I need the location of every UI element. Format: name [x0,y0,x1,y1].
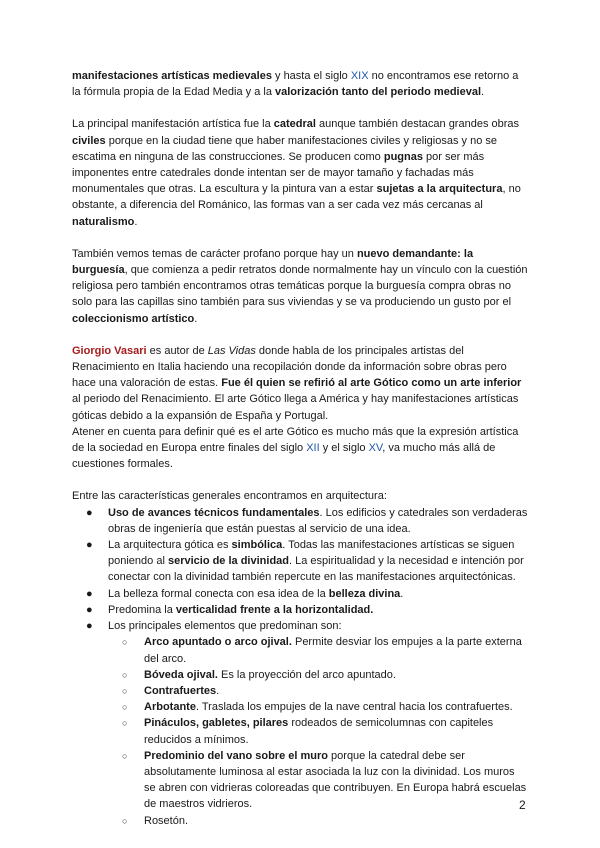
list-intro: Entre las características generales encontramos en arquitectura: [72,490,387,503]
list-item: ● La belleza formal conecta con esa idea de la belleza divina. [72,586,528,602]
circle-bullet-icon: ○ [122,702,128,713]
sublist-item: ○ Arbotante. Traslada los empujes de la nave central hacia los contrafuertes. [108,699,528,715]
paragraph-cathedral: La principal manifestación artística fue la catedral aunque también destacan grandes obras civiles porque en la ciudad tiene que haber manifestaciones civiles y religiosas y no se escatima en ninguna de las construcciones. Se producen como pugnas por ser más imponentes entre catedrales donde intentan ser de mayor tamaño y fachadas más monumentales que otras. La escultura y la pintura van a estar sujetas a la arquitectura, no obstante, a diferencia del Románico, las formas van a ser cada vez más cercanas al naturalismo. [72,118,521,228]
sublist-item: ○ Rosetón. [108,813,528,829]
bullet-icon: ● [86,620,93,633]
sublist-item: ○ Contrafuertes. [108,683,528,699]
paragraph-vasari: Giorgio Vasari es autor de Las Vidas donde habla de los principales artistas del Renacimiento en Italia haciendo una recopilación donde da información sobre obras pero hace una valoración de estas. Fue él quien se refirió al arte Gótico como un arte inferior al periodo del Renacimiento. El arte Gótico llega a América y hay manifestaciones artísticas góticas debido a la expansión de España y Portugal. [72,344,522,422]
list-item: ● Los principales elementos que predominan son: ○ Arco apuntado o arco ojival. Permite desviar los empujes a la parte externa del arco. ○ Bóveda ojival. Es la proyección del arco apuntado. ○ Contrafuertes. ○ Arbotante. Traslada los empujes de la nave central hacia los contrafuertes. ○ Pináculos, gabletes, pilares rodeados de semicolumnas con capiteles reducidos a mínimos. ○ Predominio del vano sobre el muro porque la catedral debe ser absolutamente luminosa al estar asociada la luz con la divinidad. Los muros se abren con vidrieras coloreadas que contribuyen. En Europa habrá escuelas de maestros vidrieros. ○ Rosetón. [72,618,528,829]
paragraph-burguesia: También vemos temas de carácter profano porque hay un nuevo demandante: la burguesía, que comienza a pedir retratos donde normalmente hay un vínculo con la cuestión religiosa pero también encontramos otras temáticas porque la burguesía compra obras no solo para las capillas sino también para sus viviendas y se va produciendo un gusto por el coleccionismo artístico. [72,247,528,325]
characteristics-list [72,505,528,829]
circle-bullet-icon: ○ [122,669,128,680]
circle-bullet-icon: ○ [122,637,128,648]
sublist-item: ○ Pináculos, gabletes, pilares rodeados de semicolumnas con capiteles reducidos a mínimos. [122,717,494,746]
elements-sublist [108,634,528,828]
list-item: ● Predomina la verticalidad frente a la horizontalidad. [72,602,528,618]
paragraph-medieval-revival: manifestaciones artísticas medievales y hasta el siglo XIX no encontramos ese retorno a la fórmula propia de la Edad Media y a la valorización tanto del periodo medieval. [72,70,519,99]
list-item: ● La arquitectura gótica es simbólica. Todas las manifestaciones artísticas se siguen poniendo al servicio de la divinidad. La espiritualidad y la necesidad e intención por conectar con la divinidad también repercute en las manifestaciones arquitectónicas. [86,539,524,584]
vasari-name: Giorgio Vasari [72,344,147,357]
sublist-item: ○ Predominio del vano sobre el muro porque la catedral debe ser absolutamente luminosa al estar asociada la luz con la divinidad. Los muros se abren con vidrieras coloreadas que contribuyen. En Europa habrá escuelas de maestros vidrieros. [122,749,527,811]
page-number: 2 [519,798,526,812]
bullet-icon: ● [86,603,93,616]
sublist-item: ○ Arco apuntado o arco ojival. Permite desviar los empujes a la parte externa del arco. [122,636,522,665]
circle-bullet-icon: ○ [122,750,128,761]
bullet-icon: ● [86,539,93,552]
circle-bullet-icon: ○ [122,815,128,826]
bullet-icon: ● [86,506,93,519]
book-title: Las Vidas [207,344,256,357]
page-body [72,68,528,829]
circle-bullet-icon: ○ [122,718,128,729]
list-item: ● Uso de avances técnicos fundamentales. Los edificios y catedrales son verdaderas obras de ingeniería que están puestas al servicio de una idea. [86,506,528,535]
circle-bullet-icon: ○ [122,685,128,696]
bullet-icon: ● [86,587,93,600]
sublist-item: ○ Bóveda ojival. Es la proyección del arco apuntado. [108,667,528,683]
paragraph-definition: Atener en cuenta para definir qué es el arte Gótico es mucho más que la expresión artística de la sociedad en Europa entre finales del siglo XII y el siglo XV, va mucho más allá de cuestiones formales. [72,425,519,471]
